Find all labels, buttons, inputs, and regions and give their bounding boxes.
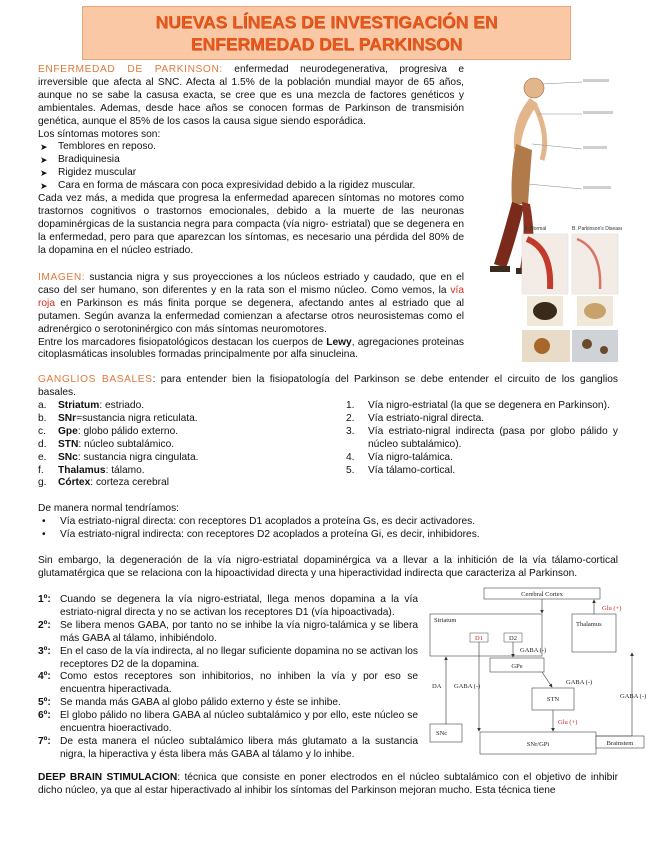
list-item: 5. Vía tálamo-cortical. bbox=[346, 464, 456, 476]
list-item: g. Córtex: corteza cerebral bbox=[38, 477, 169, 489]
list-item: 2. Vía estriato-nigral directa. bbox=[346, 412, 485, 424]
intro-heading: ENFERMEDAD DE PARKINSON: bbox=[38, 64, 223, 75]
panel-b-label: B. Parkinson's Disease bbox=[572, 226, 622, 232]
da-label: DA bbox=[432, 683, 442, 690]
list-item: • Vía estriato-nigral indirecta: con receptores D2 acoplados a proteína Gi, es decir, inhibidores. bbox=[38, 529, 618, 542]
snc-label: SNc bbox=[436, 730, 448, 737]
dbs-section bbox=[38, 772, 618, 798]
list-item: • Vía estriato-nigral directa: con receptores D1 acoplados a proteína Gs, es decir activadores. bbox=[38, 516, 618, 529]
list-item: 5º: Se manda más GABA al globo pálido externo y éste se inhibe. bbox=[38, 697, 341, 709]
list-item: ➤ Bradiquinesia bbox=[38, 154, 464, 167]
list-item: 3º: En el caso de la vía indirecta, al no llegar suficiente dopamina no se activan los receptores D2 de la dopamina. bbox=[38, 645, 418, 670]
list-item: ➤ Cara en forma de máscara con poca expresividad debido a la rigidez muscular. bbox=[38, 180, 464, 193]
motor-list bbox=[38, 141, 464, 193]
lewy-term: Lewy bbox=[326, 336, 352, 348]
imagen-text-1: sustancia nigra y sus proyecciones a los núcleos estriado y caudado, que en el caso del ser humano, son diferentes y en la rata son el mismo núcleo. Como vemos, la bbox=[38, 272, 464, 296]
gaba-gpe-label: GABA (-) bbox=[520, 647, 547, 654]
title-line-1: NUEVAS LÍNEAS DE INVESTIGACIÓN EN bbox=[155, 12, 498, 32]
list-item: f. Thalamus: tálamo. bbox=[38, 464, 145, 476]
list-item: c. Gpe: globo pálido externo. bbox=[38, 425, 179, 437]
gpe-label: GPe bbox=[511, 663, 523, 670]
imagen-text-3a: Entre los marcadores fisiopatológicos destacan los cuerpos de bbox=[38, 336, 327, 348]
brainstem-label: Brainstem bbox=[606, 740, 634, 747]
basal-ganglia-circuit-diagram bbox=[424, 586, 650, 764]
imagen-section bbox=[38, 272, 464, 362]
intro-section bbox=[38, 64, 464, 258]
imagen-heading: IMAGEN: bbox=[38, 272, 86, 283]
list-item: 3. Vía estriato-nigral indirecta (pasa por globo pálido y núcleo subtalámico). bbox=[346, 425, 618, 450]
list-item: 4. Vía nigro-talámica. bbox=[346, 451, 453, 463]
stn-label: STN bbox=[546, 696, 560, 703]
gaba-left-label: GABA (-) bbox=[454, 683, 481, 690]
title-line-2: ENFERMEDAD DEL PARKINSON bbox=[190, 34, 463, 54]
list-item: 2º: Se libera menos GABA, por tanto no se inhibe la vía nigro-talámica y se libera más GABA al tálamo, inhibiéndolo. bbox=[38, 619, 418, 644]
normal-lead: De manera normal tendríamos: bbox=[38, 503, 179, 514]
ganglios-text: : para entender bien la fisiopatología del Parkinson se debe entender el circuito de los ganglios basales. bbox=[38, 374, 618, 398]
ganglios-legend-left bbox=[38, 400, 328, 490]
striatum-label: Striatum bbox=[434, 617, 457, 624]
ganglios-section bbox=[38, 374, 618, 400]
list-item: 7º: De esta manera el núcleo subtalámico libera más glutamato a la sustancia nigra, la hiperactiva y ésta libera más GABA al tálamo y lo inhibe. bbox=[38, 735, 418, 760]
intro-text: enfermedad neurodegenerativa, progresiva e irreversible que afecta al SNC. Afecta al 1.5% de la población mundial mayor de 65 años, aunque no se sabe la casusa exacta, se cree que es una mezcla de factores genéticos y ambientales. Ademas, desde hace años se conocen formas de Parkinson de transmisión genética, aunque el 85% de los casos la causa sigue siendo esporádica. bbox=[38, 64, 465, 127]
list-item: b. SNr=sustancia nigra reticulata. bbox=[38, 412, 198, 424]
panel-a-label: A. Normal bbox=[524, 226, 547, 232]
dbs-text: : técnica que consiste en poner electrodos en el núcleo subtalámico con el objetivo de inhibir dicho núcleo, ya que al estar hiperactivado al inhibir los síntomas del Parkinson mejoran mucho. Esta técnica tiene bbox=[38, 772, 619, 796]
ganglios-legend-right bbox=[346, 400, 618, 477]
steps-list bbox=[38, 594, 418, 762]
glu-top-label: Glu (+) bbox=[602, 605, 622, 612]
list-item: 1º: Cuando se degenera la vía nigro-estriatal, llega menos dopamina a la vía estriato-nigral directa y no se activan los receptores D1 (vía hipoactivada). bbox=[38, 594, 418, 618]
sinembargo-paragraph: Sin embargo, la degeneración de la vía nigro-estriatal dopaminérgica va a llevar a la inhitición de la vía tálamo-cortical glutamatérgica que se relaciona con la hipoactividad directa y una hiperactividad indirecta que caracteriza al Parkinson. bbox=[38, 555, 618, 579]
gaba-stn-label: GABA (-) bbox=[566, 679, 593, 686]
imagen-text-2: en Parkinson es más finita porque se degenera, afectando antes al estriado que al putamen. Según avanza la enfermedad comienzan a afectarse otros neurosistemas como el adrenérgico o serotoninérgico con más síntomas neuromotores. bbox=[38, 297, 464, 335]
glu-stn-label: Glu (+) bbox=[558, 719, 578, 726]
ganglios-heading: GANGLIOS BASALES bbox=[38, 374, 153, 385]
imagen-text-3c: , agregaciones proteinas citoplasmáticas insolubles formadas principalmente por alfa sinucleina. bbox=[38, 336, 464, 361]
cortex-label: Cerebral Cortex bbox=[521, 591, 563, 598]
motor-lead: Los síntomas motores son: bbox=[38, 128, 161, 140]
dbs-heading: DEEP BRAIN STIMULACION bbox=[38, 772, 178, 783]
gaba-right-label: GABA (-) bbox=[620, 693, 647, 700]
list-item: e. SNc: sustancia nigra cingulata. bbox=[38, 451, 199, 463]
thalamus-label: Thalamus bbox=[576, 621, 602, 628]
list-item: 4º: Como estos receptores son inhibitorios, no inhiben la vía y por eso se encuentra hiperactivada. bbox=[38, 671, 418, 696]
normal-section bbox=[38, 503, 618, 542]
title-banner bbox=[82, 6, 571, 60]
list-item: 6º: El globo pálido no libera GABA al núcleo subtalámico y por ello, este núcleo se encuentra hioeractivado. bbox=[38, 710, 418, 735]
list-item: a. Striatum: estriado. bbox=[38, 400, 145, 411]
list-item: ➤ Rigidez muscular bbox=[38, 167, 464, 180]
intro-after: Cada vez más, a medida que progresa la enfermedad aparecen síntomas no motores como trastornos cognitivos o trastornos emocionales, debido a la muerte de las neuronas dopaminérgicas de la sustancia negra para compacta (vía nigro- estriatal) que se degenera en la enfermedad, pero para que aparezcan los síntomas, es necesario una pérdida del 80% de la dopamina en el núcleo estriado. bbox=[38, 193, 464, 256]
d1-label: D1 bbox=[475, 635, 483, 642]
parkinson-figure bbox=[472, 64, 622, 364]
patient-illustration bbox=[472, 64, 622, 364]
list-item: ➤ Temblores en reposo. bbox=[38, 141, 464, 154]
list-item: 1. Vía nigro-estriatal (la que se degenera en Parkinson). bbox=[346, 400, 610, 411]
list-item: d. STN: núcleo subtalámico. bbox=[38, 438, 175, 450]
sngpi-label: SNr/GPi bbox=[526, 741, 550, 748]
red-pathway-text: vía roja bbox=[38, 284, 464, 309]
d2-label: D2 bbox=[509, 635, 517, 642]
